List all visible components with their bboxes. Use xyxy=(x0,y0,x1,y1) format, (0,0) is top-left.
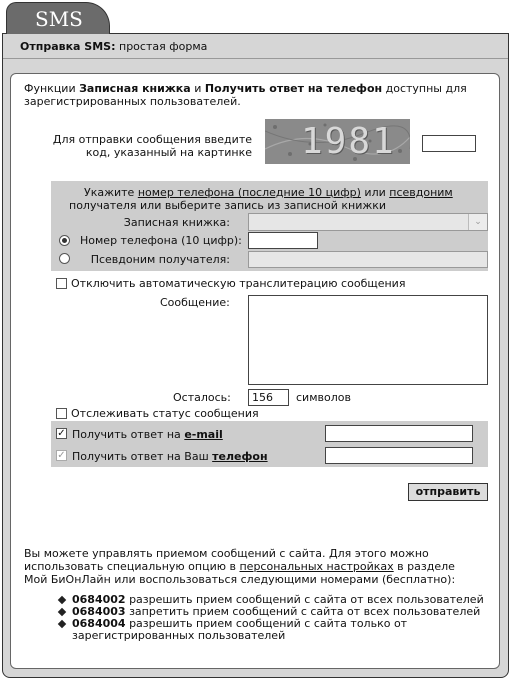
sms-number: 0684003 xyxy=(72,605,126,618)
sms-number: 0684004 xyxy=(72,617,126,630)
remaining-counter: 156 xyxy=(248,389,289,406)
sms-number-desc: запретить прием сообщений с сайта от всех пользователей xyxy=(125,605,481,618)
recipient-hint xyxy=(84,186,453,199)
phone-input[interactable] xyxy=(248,232,318,249)
reply-email-link[interactable]: e-mail xyxy=(184,428,223,441)
reply-email-input[interactable] xyxy=(325,425,473,442)
recipient-hint-part: или xyxy=(360,186,390,199)
tab-sms[interactable]: SMS xyxy=(6,2,110,34)
footer-line2-text: в разделе xyxy=(393,560,455,573)
remaining-unit: символов xyxy=(296,391,351,404)
reply-phone-checkbox[interactable]: ✓ xyxy=(57,450,66,461)
page-title-bold: Отправка SMS: xyxy=(20,40,116,53)
translit-checkbox[interactable] xyxy=(56,278,67,289)
captcha-code: 1981 xyxy=(301,121,396,162)
footer-line2 xyxy=(24,560,455,573)
reply-email-text: Получить ответ на xyxy=(72,428,185,441)
sms-number-desc: разрешить прием сообщений с сайта от всех пользователей xyxy=(125,593,484,606)
sms-number: 0684002 xyxy=(72,593,126,606)
message-label: Сообщение: xyxy=(160,296,230,309)
reply-phone-text: Получить ответ на Ваш xyxy=(72,450,213,463)
intro-part: Функции xyxy=(24,82,80,95)
intro-part: доступны для xyxy=(382,82,467,95)
reply-phone-label xyxy=(72,450,268,463)
addressbook-label: Записная книжка: xyxy=(123,216,230,229)
phone-label: Номер телефона (10 цифр): xyxy=(80,234,242,247)
intro-line2: зарегистрированных пользователей. xyxy=(24,95,241,108)
send-button[interactable]: отправить xyxy=(408,483,488,501)
captcha-label-line1: Для отправки сообщения введите xyxy=(52,133,252,146)
captcha-input[interactable] xyxy=(422,135,476,152)
phone-radio[interactable] xyxy=(59,235,70,246)
sms-number-desc: разрешить прием сообщений с сайта только от xyxy=(125,617,408,630)
footer-line1: Вы можете управлять приемом сообщений с сайта. Для этого можно xyxy=(24,547,429,560)
reply-phone-link[interactable]: телефон xyxy=(212,450,268,463)
message-textarea[interactable] xyxy=(248,295,488,385)
intro-bold-addressbook: Записная книжка xyxy=(79,82,191,95)
footer-line3: Мой БиОнЛайн или воспользоваться следующими номерами (бесплатно): xyxy=(24,573,456,586)
reply-email-checkbox[interactable]: ✓ xyxy=(57,428,66,439)
captcha-label-line2: код, указанный на картинке xyxy=(85,146,252,159)
alias-radio[interactable] xyxy=(59,253,70,264)
alias-label: Псевдоним получателя: xyxy=(90,253,230,266)
translit-label: Отключить автоматическую транслитерацию сообщения xyxy=(71,277,406,290)
recipient-hint-part: Укажите xyxy=(84,186,138,199)
page-title-rest: простая форма xyxy=(115,40,208,53)
alias-help-link[interactable]: псевдоним xyxy=(389,186,453,199)
intro-text xyxy=(24,82,467,95)
footer-number-list xyxy=(58,594,498,642)
intro-part: и xyxy=(190,82,205,95)
reply-email-label xyxy=(72,428,223,441)
intro-bold-reply: Получить ответ на телефон xyxy=(204,82,383,95)
addressbook-select[interactable] xyxy=(248,213,488,231)
remaining-label: Осталось: xyxy=(173,391,231,404)
recipient-hint-line2: получателя или выберите запись из записной книжки xyxy=(69,199,387,212)
track-status-label: Отслеживать статус сообщения xyxy=(71,407,259,420)
page-title xyxy=(3,34,508,59)
alias-input[interactable] xyxy=(248,251,488,268)
list-item-continuation: зарегистрированных пользователей xyxy=(72,629,286,642)
list-item xyxy=(58,618,498,630)
footer-line2-text: использовать специальную опцию в xyxy=(24,560,240,573)
personal-settings-link[interactable]: персональных настройках xyxy=(239,560,394,573)
captcha-image xyxy=(265,119,410,164)
reply-phone-input[interactable] xyxy=(325,447,473,464)
chevron-down-icon[interactable]: ⌄ xyxy=(468,214,487,230)
track-status-checkbox[interactable] xyxy=(56,408,67,419)
phone-help-link[interactable]: номер телефона (последние 10 цифр) xyxy=(137,186,361,199)
